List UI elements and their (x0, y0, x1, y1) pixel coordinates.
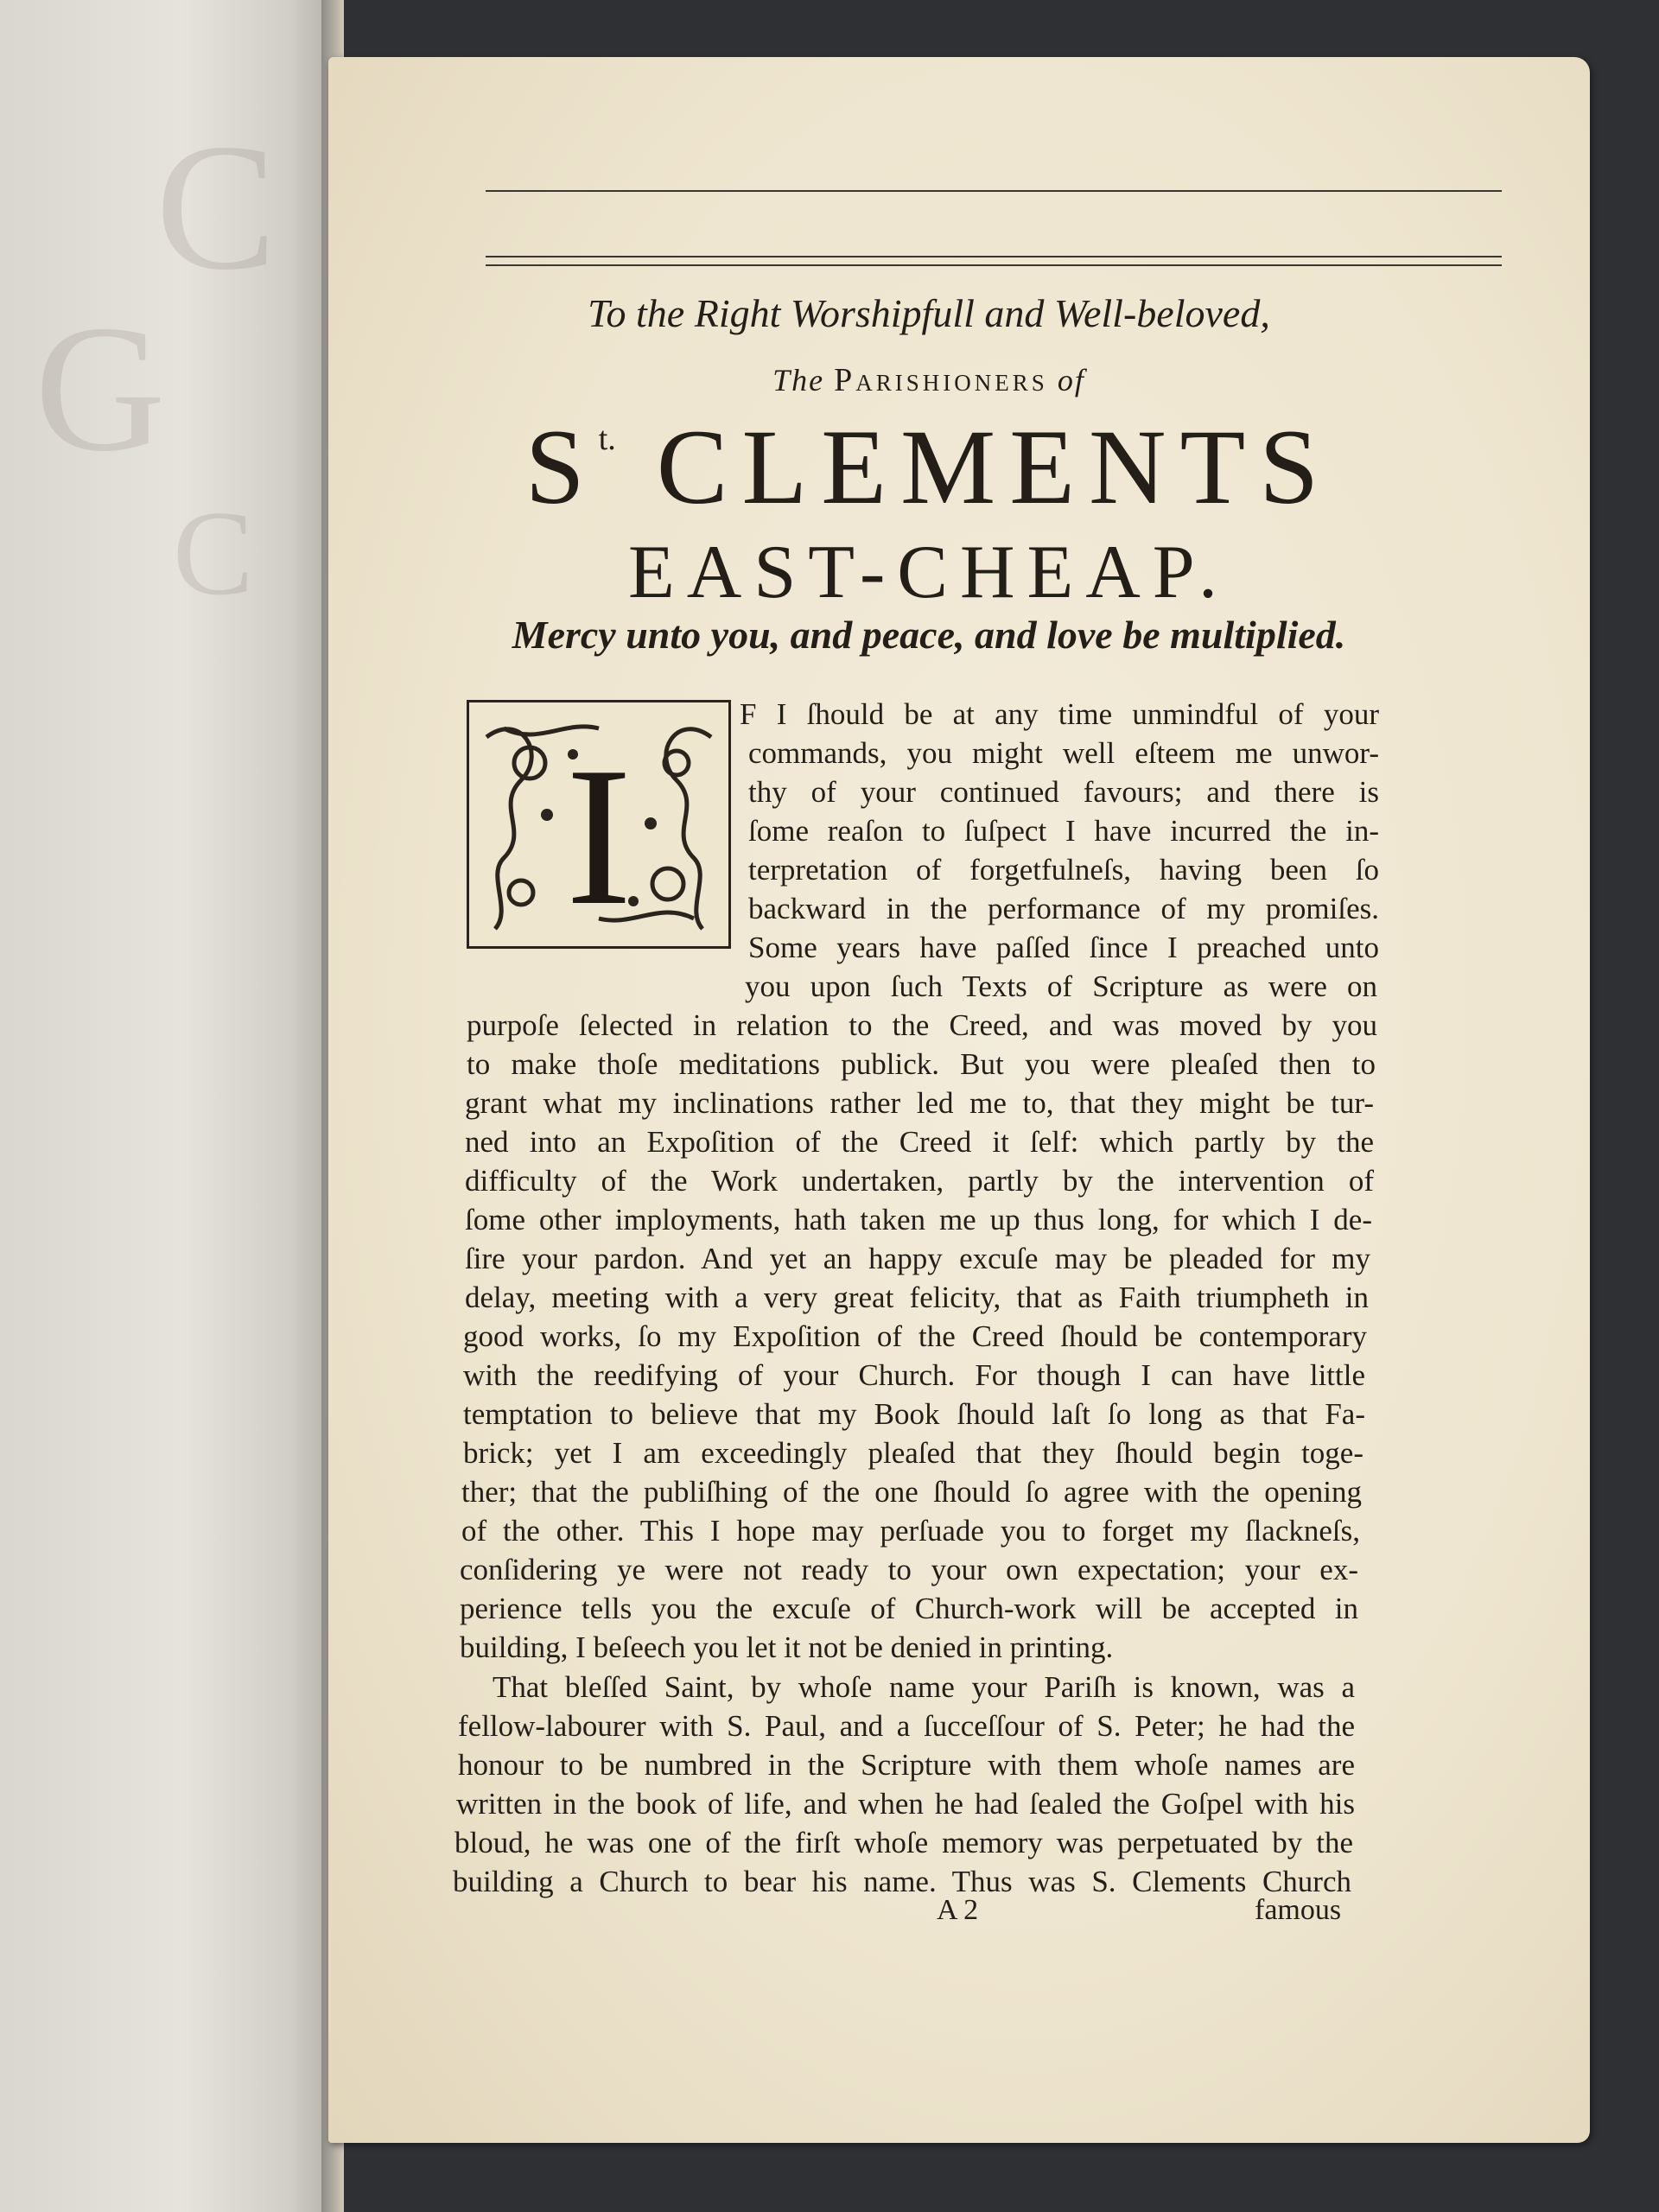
parishioners-line (467, 361, 1391, 399)
text-line: temptation to believe that my Book ſhould laſt ſo long as that Fa- (463, 1397, 1365, 1431)
bleed-through-mark: C (173, 486, 254, 620)
text-line: good works, ſo my Expoſition of the Creed ſhould be contemporary (463, 1319, 1367, 1353)
text-line: fellow-labourer with S. Paul, and a ſucceſſour of S. Peter; he had the (458, 1709, 1355, 1743)
title-name: CLEMENTS (656, 408, 1333, 526)
title-saint-superscript: t. (598, 421, 616, 457)
parishioners-suffix: of (1057, 363, 1085, 397)
greeting-line: Mercy unto you, and peace, and love be multiplied. (512, 613, 1346, 657)
text-line: building a Church to bear his name. Thus was S. Clements Church (453, 1865, 1351, 1898)
text-line: with the reedifying of your Church. For though I can have little (463, 1358, 1365, 1392)
text-line: purpoſe ſelected in relation to the Creed, and was moved by you (467, 1008, 1377, 1042)
text-line: perience tells you the excuſe of Church-work will be accepted in (460, 1592, 1358, 1625)
title-saint: S (524, 408, 599, 526)
text-line: ned into an Expoſition of the Creed it ſelf: which partly by the (465, 1125, 1374, 1159)
text-line: ſome other imployments, hath taken me up thus long, for which I de- (465, 1203, 1372, 1236)
text-line: backward in the performance of my promiſes. (748, 892, 1379, 925)
initial-letter: I (565, 726, 632, 946)
text-line: terpretation of forgetfulneſs, having been ſo (748, 853, 1379, 887)
text-line: conſidering ye were not ready to your own expectation; your ex- (460, 1553, 1358, 1586)
text-line: building, I beſeech you let it not be denied in printing. (460, 1630, 1114, 1664)
page-title (467, 408, 1391, 526)
dedication-line: To the Right Worshipfull and Well-beloved, (588, 291, 1270, 335)
facing-left-page (0, 0, 327, 2212)
text-line: F I ſhould be at any time unmindful of your (740, 697, 1379, 731)
page-subtitle: EAST-CHEAP. (628, 531, 1230, 614)
text-line: written in the book of life, and when he had ſealed the Goſpel with his (456, 1787, 1355, 1821)
bleed-through-mark: C (156, 107, 277, 308)
decorated-initial (467, 700, 731, 949)
signature-mark: A 2 (937, 1894, 979, 1926)
text-line: to make thoſe meditations publick. But you were pleaſed then to (467, 1047, 1376, 1081)
parishioners-word: Parishioners (834, 362, 1048, 398)
text-line: of the other. This I hope may perſuade you to forget my ſlackneſs, (461, 1514, 1360, 1548)
text-line: commands, you might well eſteem me unwor- (748, 736, 1379, 770)
text-line: bloud, he was one of the firſt whoſe memory was perpetuated by the (454, 1826, 1353, 1859)
text-line: ſire your pardon. And yet an happy excuſe may be pleaded for my (465, 1242, 1370, 1275)
text-line: Some years have paſſed ſince I preached unto (748, 931, 1379, 964)
text-line: brick; yet I am exceedingly pleaſed that they ſhould begin toge- (463, 1436, 1363, 1470)
text-line: thy of your continued favours; and there is (748, 775, 1379, 809)
text-line: ſome reaſon to ſuſpect I have incurred the in- (748, 814, 1379, 848)
bleed-through-mark: G (35, 289, 166, 489)
text-line: delay, meeting with a very great felicity, that as Faith triumpheth in (465, 1281, 1369, 1314)
header-rule (486, 264, 1502, 266)
ornament-icon (469, 702, 728, 946)
text-line: ther; that the publiſhing of the one ſhould ſo agree with the opening (461, 1475, 1362, 1509)
parishioners-prefix: The (772, 363, 825, 397)
catchword: famous (1255, 1894, 1342, 1926)
text-line: That bleſſed Saint, by whoſe name your Pariſh is known, was a (493, 1670, 1355, 1704)
text-line: difficulty of the Work undertaken, partly by the intervention of (465, 1164, 1374, 1198)
text-line: grant what my inclinations rather led me to, that they might be tur- (465, 1086, 1374, 1120)
header-rule (486, 190, 1502, 192)
text-line: you upon ſuch Texts of Scripture as were on (745, 969, 1377, 1003)
text-line: honour to be numbred in the Scripture with them whoſe names are (458, 1748, 1355, 1782)
header-rule (486, 256, 1502, 257)
